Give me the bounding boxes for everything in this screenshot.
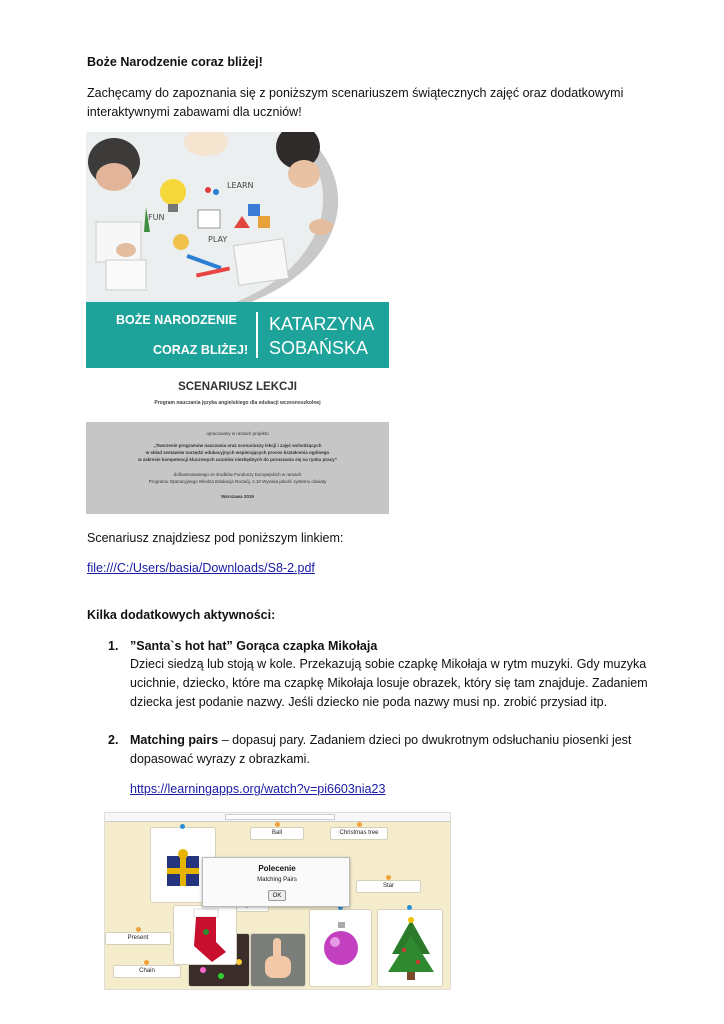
item-description	[130, 731, 660, 769]
dialog-title: Polecenie	[258, 864, 296, 873]
word-chip-chain[interactable]: Chain	[113, 965, 181, 978]
item-number: 2.	[108, 733, 119, 747]
ok-button[interactable]: OK	[268, 890, 286, 901]
scenario-file-link[interactable]: file:///C:/Users/basia/Downloads/S8-2.pdf	[87, 561, 315, 575]
cover-title-line1: BOŻE NARODZENIE	[116, 313, 237, 327]
play-word: PLAY	[208, 235, 228, 244]
cover-title-band	[86, 302, 389, 368]
item-text: – dopasuj pary. Zadaniem dzieci po dwukrotnym odsłuchaniu piosenki jest dopasować wyrazy z obrazkami.	[130, 733, 632, 766]
browser-url-bar	[225, 814, 335, 820]
learningapps-link[interactable]: https://learningapps.org/watch?v=pi6603nia23	[130, 782, 386, 796]
scenario-title: SCENARIUSZ LEKCJI	[178, 381, 297, 393]
christmas-tree-icon	[378, 910, 444, 988]
bauble-icon	[310, 910, 373, 988]
cover-project-info	[86, 422, 389, 514]
learn-word: LEARN	[227, 181, 254, 190]
item-description: Dzieci siedzą lub stoją w kole. Przekazują sobie czapkę Mikołaja w rytm muzyki. Gdy muzyka ucichnie, dziecko, które ma czapkę Mikołaja losuje obrazek, który się tam znajduje. Zadaniem dziecka jest podanie nazwy. Jeśli dziecko nie poda nazwy musi np. zrobić przysiad itp.	[130, 657, 648, 709]
connector-dot[interactable]	[386, 875, 391, 880]
instruction-dialog	[202, 857, 350, 907]
cover-subtitle-area	[86, 368, 389, 422]
stocking-card[interactable]	[173, 905, 237, 965]
word-chip-christmas-tree[interactable]: Christmas tree	[330, 827, 388, 840]
fun-word: FUN	[148, 213, 165, 222]
stocking-icon	[174, 906, 238, 966]
project-line: „Tworzenie programów nauczania oraz scenariuszy lekcji i zajęć wchodzących	[153, 443, 322, 448]
cover-title-line2: CORAZ BLIŻEJ!	[153, 343, 249, 357]
word-chip-ball[interactable]: Ball	[250, 827, 304, 840]
project-line: w zakresie kompetencji kluczowych uczniów niezbędnych do poruszania się na rynku pracy”	[138, 457, 337, 462]
tree-card[interactable]	[377, 909, 443, 987]
page-title: Boże Narodzenie coraz bliżej!	[87, 55, 263, 69]
cover-author-last: SOBAŃSKA	[269, 338, 369, 358]
scenario-subtitle: Program nauczania języka angielskiego dla edukacji wczesnoszkolnej	[154, 400, 321, 406]
ornament-card[interactable]	[309, 909, 372, 987]
cover-divider	[256, 312, 258, 358]
scenario-cover-image	[86, 132, 389, 514]
project-line: opracowany w ramach projektu	[206, 431, 269, 436]
project-line: Programu Operacyjnego Wiedza Edukacja Rozwój, 2.10 Wysoka jakość systemu oświaty	[148, 479, 327, 484]
hand-pointer-icon	[251, 934, 307, 988]
connector-dot[interactable]	[144, 960, 149, 965]
cover-photo	[86, 132, 389, 302]
item-title: ”Santa`s hot hat” Gorąca czapka Mikołaja	[130, 639, 378, 653]
connector-dot[interactable]	[275, 822, 280, 827]
connector-dot[interactable]	[407, 905, 412, 910]
project-line: dofinansowanego ze środków Funduszy Europejskich w ramach	[173, 472, 302, 477]
connector-dot[interactable]	[357, 822, 362, 827]
matching-pairs-screenshot	[104, 812, 451, 990]
item-title: Matching pairs	[130, 733, 219, 747]
intro-paragraph: Zachęcamy do zapoznania się z poniższym scenariuszem świątecznych zajęć oraz dodatkowymi interaktywnymi zabawami dla uczniów!	[87, 86, 624, 119]
cover-author-first: KATARZYNA	[269, 314, 375, 334]
children-drawing-illustration	[86, 132, 389, 302]
scenario-link-label: Scenariusz znajdziesz pod poniższym linkiem:	[87, 531, 344, 545]
browser-bar	[105, 813, 451, 822]
word-chip-present[interactable]: Present	[105, 932, 171, 945]
hand-card[interactable]	[250, 933, 306, 987]
item-number: 1.	[108, 639, 119, 653]
connector-dot[interactable]	[180, 824, 185, 829]
dialog-text: Matching Pairs	[257, 877, 297, 883]
connector-dot[interactable]	[136, 927, 141, 932]
project-line: w skład zestawów narzędzi edukacyjnych wspierających proces kształcenia ogólnego	[145, 450, 330, 455]
word-chip-star[interactable]: Star	[356, 880, 421, 893]
activities-heading: Kilka dodatkowych aktywności:	[87, 608, 276, 622]
project-line: Warszawa 2019	[221, 494, 254, 499]
